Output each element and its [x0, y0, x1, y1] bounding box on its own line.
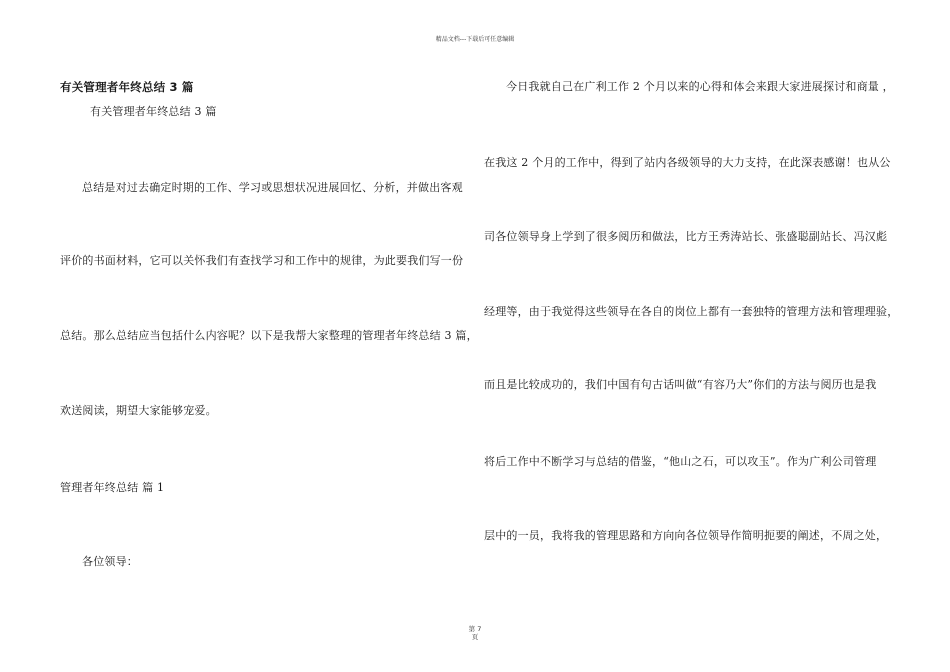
- paragraph-line: 司各位领导身上学到了很多阅历和做法，比方王秀涛站长、张盛聪副站长、冯汉彪: [484, 230, 888, 243]
- paragraph-line: 今日我就自己在广利工作 2 个月以来的心得和体会来跟大家进展探讨和商量 ，: [506, 80, 894, 93]
- paragraph-line: 欢送阅读，期望大家能够宠爱。: [60, 404, 217, 417]
- right-column: [484, 0, 904, 672]
- paragraph-line: 在我这 2 个月的工作中，得到了站内各级领导的大力支持，在此深表感谢！也从公: [484, 156, 891, 169]
- page-number: [465, 625, 485, 641]
- document-subtitle: 有关管理者年终总结 3 篇: [90, 105, 217, 118]
- page-number-top: 第 7: [468, 625, 482, 633]
- paragraph-line: 将后工作中不断学习与总结的借鉴，“他山之石，可以攻玉”。作为广利公司管理: [484, 455, 877, 468]
- paragraph-line: 总结是对过去确定时期的工作、学习或思想状况进展回忆、分析，并做出客观: [82, 181, 463, 194]
- document-title: 有关管理者年终总结 3 篇: [60, 80, 194, 94]
- header-note: 精品文档---下载后可任意编辑: [435, 36, 515, 43]
- paragraph-line: 层中的一员，我将我的管理思路和方向向各位领导作简明扼要的阐述，不周之处，: [484, 529, 888, 542]
- paragraph-line: 评价的书面材料，它可以关怀我们有查找学习和工作中的规律，为此要我们写一份: [60, 254, 464, 267]
- page-number-bottom: 页: [471, 633, 479, 641]
- paragraph-line: 而且是比较成功的，我们中国有句古话叫做“有容乃大”你们的方法与阅历也是我: [484, 378, 877, 391]
- salutation: 各位领导：: [82, 555, 138, 568]
- section-heading: 管理者年终总结 篇 1: [60, 481, 165, 494]
- paragraph-line: 总结。那么总结应当包括什么内容呢？以下是我帮大家整理的管理者年终总结 3 篇，: [60, 329, 478, 342]
- paragraph-line: 经理等，由于我觉得这些领导在各自的岗位上都有一套独特的管理方法和管理理验，: [484, 305, 899, 318]
